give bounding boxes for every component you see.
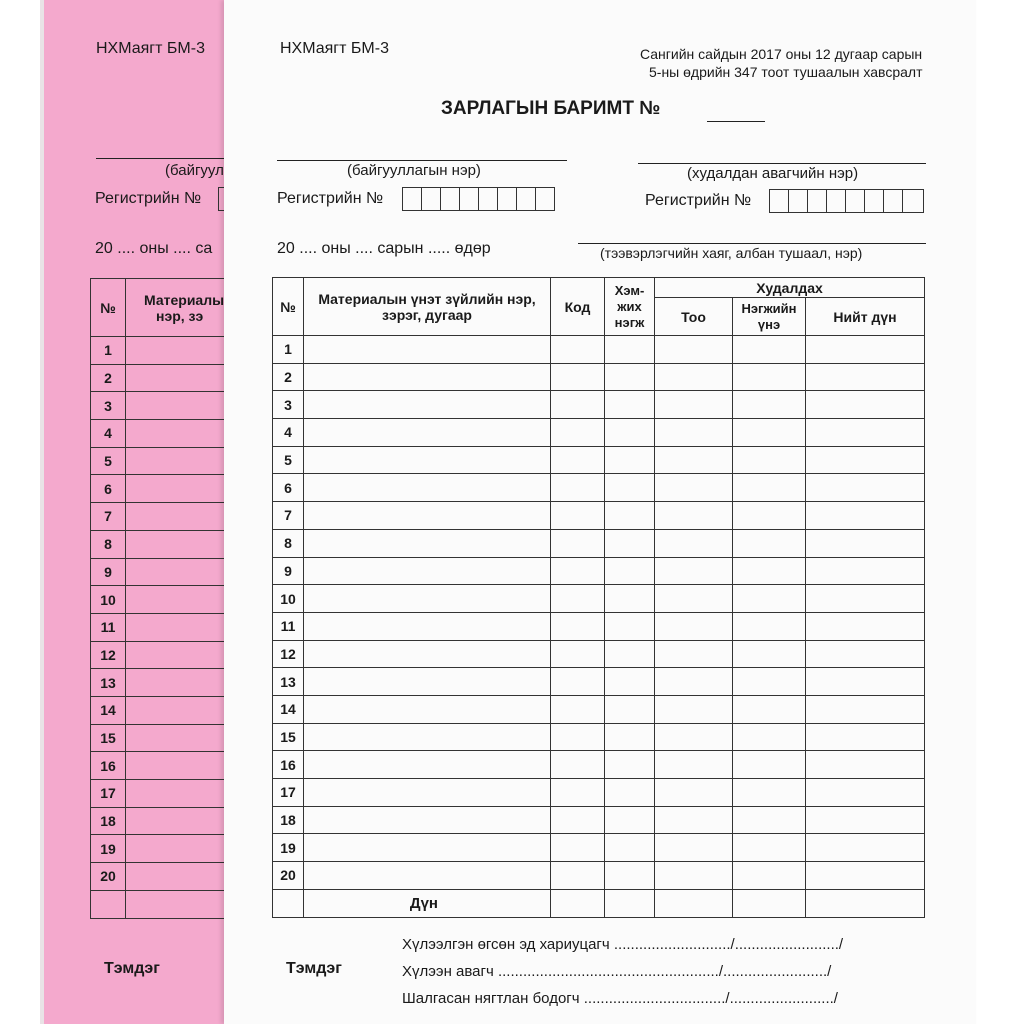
table-cell[interactable] [733,336,806,364]
pink-row-number: 7 [91,503,126,531]
table-cell[interactable] [605,668,655,696]
sum-cell[interactable] [655,889,733,917]
table-cell[interactable] [551,502,605,530]
table-cell[interactable] [304,363,551,391]
pink-row-number: 15 [91,724,126,752]
row-number: 8 [273,529,304,557]
table-row [273,751,925,779]
header-code: Код [551,278,605,336]
pink-row-number: 17 [91,780,126,808]
table-cell[interactable] [806,585,925,613]
pink-table [90,278,231,919]
table-cell[interactable] [655,751,733,779]
decree-line-1: Сангийн сайдын 2017 оны 12 дугаар сарын [640,46,923,62]
table-cell[interactable] [551,557,605,585]
pink-table-row [91,807,231,835]
pink-table-cell [126,613,231,641]
table-cell[interactable] [733,391,806,419]
table-cell[interactable] [551,419,605,447]
table-cell[interactable] [806,557,925,585]
table-cell[interactable] [655,695,733,723]
table-cell[interactable] [605,557,655,585]
table-cell[interactable] [605,336,655,364]
pink-table-row [91,835,231,863]
pink-table-cell [126,447,231,475]
table-cell[interactable] [551,668,605,696]
table-cell[interactable] [806,363,925,391]
pink-form-code: НХМаягт БМ-3 [96,40,205,57]
table-cell[interactable] [605,363,655,391]
table-cell[interactable] [304,695,551,723]
row-number: 15 [273,723,304,751]
table-cell[interactable] [733,502,806,530]
table-cell[interactable] [655,612,733,640]
row-number: 2 [273,363,304,391]
pink-table-cell [126,724,231,752]
pink-date: 20 .... оны .... са [95,240,213,257]
sum-label: Дүн [304,889,551,917]
pink-table-cell [126,586,231,614]
header-no: № [273,278,304,336]
header-qty: Тоо [655,298,733,336]
table-cell[interactable] [655,529,733,557]
table-cell[interactable] [655,419,733,447]
table-cell[interactable] [655,557,733,585]
table-cell[interactable] [806,391,925,419]
table-cell[interactable] [304,751,551,779]
pink-header-material: Материалы нэр, зэ [126,279,231,337]
header-material: Материалын үнэт зүйлийн нэр, зэрэг, дугаар [304,278,551,336]
pink-table-cell [126,752,231,780]
table-cell[interactable] [733,529,806,557]
org-reg-number-boxes[interactable] [402,187,555,211]
signature-line-accountant[interactable]: Шалгасан нягтлан бодогч ................................../........................./ [402,990,838,1007]
table-row [273,363,925,391]
table-cell[interactable] [304,529,551,557]
sum-cell[interactable] [733,889,806,917]
table-cell[interactable] [655,862,733,890]
carrier-field[interactable] [578,243,926,244]
table-cell[interactable] [551,640,605,668]
pink-table-row [91,669,231,697]
table-cell[interactable] [806,612,925,640]
table-cell[interactable] [304,834,551,862]
pink-table-row [91,724,231,752]
pink-table-cell [126,337,231,365]
pink-row-number: 16 [91,752,126,780]
table-row [273,419,925,447]
table-cell[interactable] [551,695,605,723]
pink-table-row [91,364,231,392]
pink-row-number: 3 [91,392,126,420]
table-cell[interactable] [655,806,733,834]
buyer-caption: (худалдан авагчийн нэр) [687,165,859,182]
sum-cell[interactable] [605,889,655,917]
table-cell[interactable] [551,834,605,862]
pink-table-row [91,752,231,780]
table-cell[interactable] [551,529,605,557]
table-row [273,474,925,502]
table-row [273,502,925,530]
signature-line-receiver[interactable]: Хүлээн авагч ...................................................../........................./ [402,963,832,980]
pink-row-number: 12 [91,641,126,669]
row-number: 10 [273,585,304,613]
pink-row-number: 18 [91,807,126,835]
pink-table-row [91,613,231,641]
form-code: НХМаягт БМ-3 [280,40,389,57]
table-cell[interactable] [605,834,655,862]
row-number: 16 [273,751,304,779]
table-cell[interactable] [655,391,733,419]
row-number: 6 [273,474,304,502]
table-cell[interactable] [806,446,925,474]
row-number: 9 [273,557,304,585]
table-cell[interactable] [806,529,925,557]
background [976,0,1020,1024]
table-cell[interactable] [304,806,551,834]
table-cell[interactable] [304,668,551,696]
header-unit-price: Нэгжийн үнэ [733,298,806,336]
table-cell[interactable] [605,695,655,723]
table-cell[interactable] [605,474,655,502]
buyer-name-field[interactable] [638,163,926,164]
table-cell[interactable] [605,723,655,751]
table-cell[interactable] [733,446,806,474]
row-number: 12 [273,640,304,668]
pink-reg-label: Регистрийн № [95,190,202,207]
pink-table-row [91,420,231,448]
pink-row-number: 11 [91,613,126,641]
table-cell[interactable] [655,668,733,696]
table-cell[interactable] [733,585,806,613]
pink-table-cell [126,364,231,392]
header-total: Нийт дүн [806,298,925,336]
document-title: ЗАРЛАГЫН БАРИМТ № [441,98,661,119]
table-cell[interactable] [551,336,605,364]
table-cell[interactable] [806,751,925,779]
row-number: 14 [273,695,304,723]
row-number: 4 [273,419,304,447]
table-cell[interactable] [605,779,655,807]
table-row [273,834,925,862]
pink-table-cell [126,669,231,697]
pink-row-number: 20 [91,863,126,891]
table-cell[interactable] [733,668,806,696]
table-row [273,779,925,807]
table-cell[interactable] [304,557,551,585]
sum-total-cell[interactable] [806,889,925,917]
pink-table-cell [126,807,231,835]
table-row [273,585,925,613]
pink-org-line [96,158,226,159]
table-cell[interactable] [304,391,551,419]
pink-table-cell [126,530,231,558]
table-cell[interactable] [806,474,925,502]
table-cell[interactable] [605,419,655,447]
row-number: 18 [273,806,304,834]
table-cell[interactable] [733,557,806,585]
pink-table-row [91,863,231,891]
pink-table-row [91,503,231,531]
table-cell[interactable] [733,779,806,807]
pink-table-cell [126,863,231,891]
table-cell[interactable] [733,640,806,668]
pink-stamp-label: Тэмдэг [104,960,160,977]
table-cell[interactable] [551,723,605,751]
table-cell[interactable] [733,612,806,640]
buyer-reg-label: Регистрийн № [645,192,752,209]
table-cell[interactable] [605,806,655,834]
table-cell[interactable] [551,363,605,391]
row-number: 13 [273,668,304,696]
pink-table-cell [126,558,231,586]
table-row [273,446,925,474]
header-unit: Хэм-жих нэгж [605,278,655,336]
pink-row-number: 8 [91,530,126,558]
pink-table-row [91,530,231,558]
row-number: 11 [273,612,304,640]
table-cell[interactable] [655,363,733,391]
table-cell[interactable] [605,529,655,557]
table-cell[interactable] [605,612,655,640]
table-cell[interactable] [605,502,655,530]
table-cell[interactable] [655,585,733,613]
table-cell[interactable] [733,474,806,502]
row-number: 1 [273,336,304,364]
table-cell[interactable] [551,391,605,419]
table-row [273,529,925,557]
table-cell[interactable] [551,806,605,834]
table-cell[interactable] [304,779,551,807]
signature-line-issuer[interactable]: Хүлээлгэн өгсөн эд хариуцагч ............................/........................./ [402,936,844,953]
pink-row-number: 14 [91,696,126,724]
pink-table-row [91,696,231,724]
table-cell[interactable] [733,806,806,834]
pink-row-number: 5 [91,447,126,475]
sum-row-no [273,889,304,917]
pink-table-cell [126,696,231,724]
table-cell[interactable] [655,779,733,807]
row-number: 20 [273,862,304,890]
decree-line-2: 5-ны өдрийн 347 тоот тушаалын хавсралт [649,64,923,80]
row-number: 17 [273,779,304,807]
pink-table-row [91,337,231,365]
row-number: 5 [273,446,304,474]
table-cell[interactable] [605,862,655,890]
table-cell[interactable] [806,502,925,530]
table-cell[interactable] [605,446,655,474]
pink-row-number: 13 [91,669,126,697]
org-caption: (байгууллагын нэр) [347,162,481,179]
table-cell[interactable] [806,336,925,364]
pink-header-no: № [91,279,126,337]
row-number: 19 [273,834,304,862]
pink-table-cell [126,835,231,863]
table-cell[interactable] [806,862,925,890]
table-cell[interactable] [655,723,733,751]
table-cell[interactable] [304,640,551,668]
pink-table-cell [126,392,231,420]
table-cell[interactable] [551,612,605,640]
pink-table-row [91,641,231,669]
table-cell[interactable] [304,502,551,530]
table-cell[interactable] [733,751,806,779]
table-cell[interactable] [605,640,655,668]
table-cell[interactable] [655,834,733,862]
table-cell[interactable] [806,419,925,447]
table-cell[interactable] [806,668,925,696]
pink-row-number: 2 [91,364,126,392]
pink-table-cell [126,475,231,503]
table-row [273,612,925,640]
sum-cell[interactable] [551,889,605,917]
table-cell[interactable] [551,751,605,779]
pink-table-row [91,586,231,614]
table-cell[interactable] [806,806,925,834]
table-cell[interactable] [733,363,806,391]
items-table [272,277,925,918]
pink-row-number: 1 [91,337,126,365]
table-cell[interactable] [655,502,733,530]
pink-table-cell [126,641,231,669]
table-cell[interactable] [733,419,806,447]
table-cell[interactable] [551,779,605,807]
table-cell[interactable] [806,834,925,862]
table-cell[interactable] [605,391,655,419]
table-cell[interactable] [733,695,806,723]
pink-table-cell [126,503,231,531]
table-cell[interactable] [304,419,551,447]
table-cell[interactable] [605,751,655,779]
table-cell[interactable] [655,474,733,502]
table-row [273,668,925,696]
org-name-field[interactable] [277,160,567,161]
pink-table-cell [126,420,231,448]
table-cell[interactable] [733,723,806,751]
table-cell[interactable] [806,695,925,723]
stamp-label: Тэмдэг [286,960,342,977]
table-cell[interactable] [605,585,655,613]
pink-table-row [91,475,231,503]
table-cell[interactable] [806,723,925,751]
table-cell[interactable] [304,474,551,502]
table-row [273,695,925,723]
table-row [273,806,925,834]
table-row [273,557,925,585]
pink-table-row [91,558,231,586]
table-row [273,391,925,419]
table-cell[interactable] [655,446,733,474]
table-cell[interactable] [655,336,733,364]
pink-table-row [91,392,231,420]
table-row [273,640,925,668]
table-cell[interactable] [551,474,605,502]
table-cell[interactable] [304,862,551,890]
row-number: 3 [273,391,304,419]
table-row [273,862,925,890]
table-cell[interactable] [551,446,605,474]
table-cell[interactable] [733,862,806,890]
table-cell[interactable] [551,585,605,613]
pink-sum-cell [126,890,231,918]
table-cell[interactable] [304,446,551,474]
pink-row-number: 10 [91,586,126,614]
pink-row-number: 19 [91,835,126,863]
table-cell[interactable] [304,723,551,751]
pink-table-row [91,447,231,475]
table-cell[interactable] [551,862,605,890]
carrier-caption: (тээвэрлэгчийн хаяг, албан тушаал, нэр) [600,245,863,261]
table-cell[interactable] [304,585,551,613]
buyer-reg-number-boxes[interactable] [769,189,924,213]
org-reg-label: Регистрийн № [277,190,384,207]
table-cell[interactable] [806,779,925,807]
document-number-field[interactable] [707,121,765,122]
table-cell[interactable] [304,612,551,640]
header-sale: Худалдах [655,278,925,298]
table-row [273,723,925,751]
pink-org-caption: (байгуул [165,162,224,179]
pink-table-cell [126,780,231,808]
pink-sum-cell [91,890,126,918]
table-cell[interactable] [806,640,925,668]
table-cell[interactable] [733,834,806,862]
table-row [273,336,925,364]
date-field[interactable]: 20 .... оны .... сарын ..... өдөр [277,240,491,257]
pink-table-row [91,780,231,808]
table-cell[interactable] [304,336,551,364]
pink-row-number: 9 [91,558,126,586]
table-cell[interactable] [655,640,733,668]
pink-row-number: 6 [91,475,126,503]
row-number: 7 [273,502,304,530]
pink-row-number: 4 [91,420,126,448]
